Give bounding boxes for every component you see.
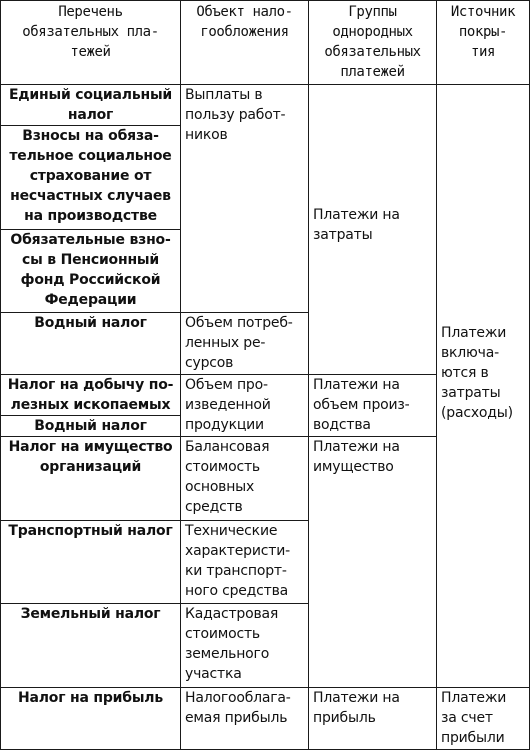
header-payments-list: Перечень обязательных пла- тежей — [1, 1, 181, 85]
payment-unified-social-tax: Единый социальный налог — [1, 85, 181, 126]
header-coverage-source: Источник покры- тия — [437, 1, 530, 85]
group-property: Платежи на имущество — [309, 437, 437, 688]
payment-water-tax-2: Водный налог — [1, 416, 181, 437]
object-balance-value: Балансовая стоимость основных средств — [181, 437, 309, 521]
payment-water-tax: Водный налог — [1, 313, 181, 375]
group-costs: Платежи на затраты — [309, 85, 437, 375]
payment-pension-fund: Обязательные взно- сы в Пенсионный фонд Российской Федерации — [1, 230, 181, 313]
payment-profit-tax: Налог на прибыль — [1, 688, 181, 750]
payment-mineral-extraction-tax: Налог на добычу по- лезных ископаемых — [1, 375, 181, 416]
object-cadastral-value: Кадастровая стоимость земельного участка — [181, 604, 309, 688]
source-profit: Платежи за счет прибыли — [437, 688, 530, 750]
payment-property-tax: Налог на имущество организаций — [1, 437, 181, 521]
object-production-volume: Объем про- изведенной продукции — [181, 375, 309, 437]
object-taxable-profit: Налогооблага- емая прибыль — [181, 688, 309, 750]
table-row — [1, 688, 530, 750]
group-production: Платежи на объем произ- водства — [309, 375, 437, 437]
object-vehicle-specs: Технические характеристи- ки транспорт- ного средства — [181, 521, 309, 604]
header-row — [1, 1, 530, 85]
table-row — [1, 85, 530, 126]
header-taxation-object: Объект нало- гообложения — [181, 1, 309, 85]
object-payroll: Выплаты в пользу работ- ников — [181, 85, 309, 313]
payment-land-tax: Земельный налог — [1, 604, 181, 688]
source-expenses: Платежи включа- ются в затраты (расходы) — [437, 85, 530, 688]
payment-transport-tax: Транспортный налог — [1, 521, 181, 604]
group-profit: Платежи на прибыль — [309, 688, 437, 750]
header-payment-groups: Группы однородных обязательных платежей — [309, 1, 437, 85]
object-consumed-resources: Объем потреб- ленных ре- сурсов — [181, 313, 309, 375]
payment-accident-insurance: Взносы на обяза- тельное социальное страхование от несчастных случаев на производстве — [1, 126, 181, 230]
